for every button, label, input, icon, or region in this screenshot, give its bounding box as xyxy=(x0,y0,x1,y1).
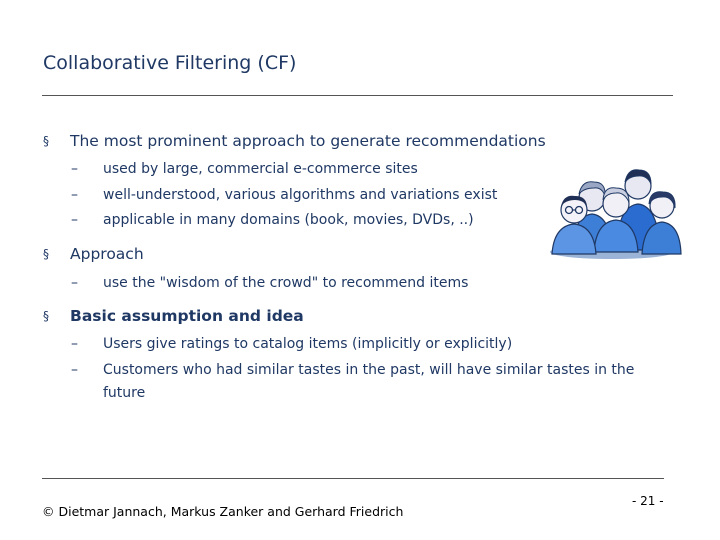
dash-marker: – xyxy=(71,212,78,228)
dash-marker: – xyxy=(71,336,78,352)
sub-bullet-item xyxy=(71,184,497,207)
title-divider xyxy=(42,95,673,96)
sub-bullet-item xyxy=(71,209,474,232)
dash-marker: – xyxy=(71,362,78,378)
sub-bullet-text: applicable in many domains (book, movies, DVDs, ..) xyxy=(103,212,474,228)
bullet-text: Basic assumption and idea xyxy=(70,307,304,325)
sub-bullet-text: use the "wisdom of the crowd" to recommend items xyxy=(103,275,469,291)
page-title: Collaborative Filtering (CF) xyxy=(43,52,297,74)
dash-marker: – xyxy=(71,275,78,291)
dash-marker: – xyxy=(71,187,78,203)
bullet-marker: § xyxy=(43,134,49,148)
crowd-of-people-icon xyxy=(550,160,682,260)
footer-divider xyxy=(42,478,664,479)
sub-bullet-text: used by large, commercial e-commerce sites xyxy=(103,161,418,177)
bullet-text: Approach xyxy=(70,245,144,263)
sub-bullet-item xyxy=(71,359,661,405)
dash-marker: – xyxy=(71,161,78,177)
sub-bullet-item xyxy=(71,272,468,295)
bullet-marker: § xyxy=(43,247,49,261)
sub-bullet-item xyxy=(71,333,512,356)
sub-bullet-text: well-understood, various algorithms and variations exist xyxy=(103,187,498,203)
bullet-item xyxy=(43,132,546,150)
sub-bullet-item xyxy=(71,158,418,181)
page-number: - 21 - xyxy=(632,494,664,508)
sub-bullet-text: Customers who had similar tastes in the past, will have similar tastes in the future xyxy=(103,362,635,401)
footer-copyright: © Dietmar Jannach, Markus Zanker and Gerhard Friedrich xyxy=(42,504,404,519)
bullet-item xyxy=(43,245,144,263)
bullet-text: The most prominent approach to generate recommendations xyxy=(70,132,546,150)
bullet-marker: § xyxy=(43,309,49,323)
bullet-item xyxy=(43,307,304,325)
sub-bullet-text: Users give ratings to catalog items (implicitly or explicitly) xyxy=(103,336,513,352)
